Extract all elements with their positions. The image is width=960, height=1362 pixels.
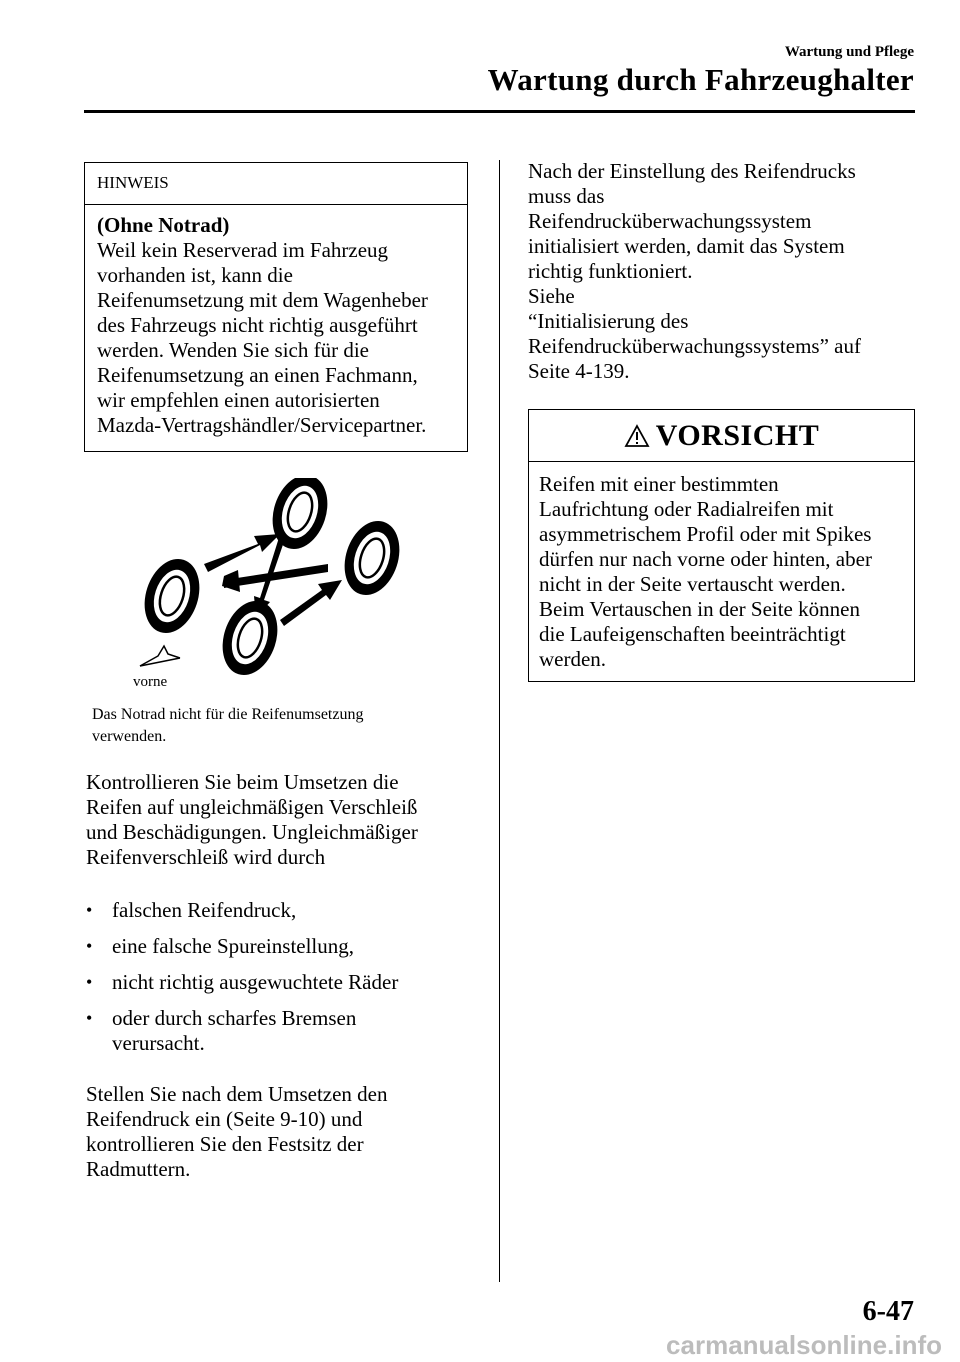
page-title: Wartung durch Fahrzeughalter	[487, 62, 914, 97]
warning-line: die Laufeigenschaften beeinträchtigt	[539, 622, 846, 646]
text-line: kontrollieren Sie den Festsitz der	[86, 1132, 364, 1156]
note-line: werden. Wenden Sie sich für die	[97, 338, 370, 362]
note-line: Reifenumsetzung an einen Fachmann,	[97, 363, 418, 387]
text-line: Reifendrucküberwachungssystem	[528, 209, 812, 233]
warning-title: VORSICHT	[655, 418, 820, 452]
column-divider	[499, 160, 500, 1282]
list-item	[86, 934, 476, 959]
note-line: Reifenumsetzung mit dem Wagenheber	[97, 288, 428, 312]
text-line: Reifendrucküberwachungssystems” auf	[528, 334, 861, 358]
front-direction-icon	[140, 646, 180, 666]
list-item-text: • nicht richtig ausgewuchtete Räder	[112, 970, 399, 994]
warning-line: werden.	[539, 647, 607, 671]
text-line: Kontrollieren Sie beim Umsetzen die	[86, 770, 399, 794]
list-item-text: • oder durch scharfes Bremsen	[112, 1006, 357, 1030]
note-box	[84, 162, 468, 452]
note-line: Mazda-Vertragshändler/Servicepartner.	[97, 413, 427, 437]
text-line: Reifendruck ein (Seite 9-10) und	[86, 1107, 363, 1131]
warning-line: nicht in der Seite vertauscht werden.	[539, 572, 846, 596]
warning-heading	[529, 410, 914, 462]
text-line: Reifen auf ungleichmäßigen Verschleiß	[86, 795, 418, 819]
text-line: Nach der Einstellung des Reifendrucks	[528, 159, 856, 183]
watermark: carmanualsonline.info	[666, 1330, 942, 1360]
list-item-text: • eine falsche Spureinstellung,	[112, 934, 355, 958]
warning-line: Reifen mit einer bestimmten	[539, 472, 779, 496]
tire-rotation-diagram	[132, 478, 422, 678]
text-line: Siehe	[528, 284, 575, 308]
front-label: vorne	[133, 674, 168, 690]
list-item	[86, 970, 476, 995]
note-line: Weil kein Reserverad im Fahrzeug	[97, 238, 389, 262]
text-line: “Initialisierung des	[528, 309, 689, 333]
warning-box	[528, 409, 915, 682]
figure-caption	[92, 704, 452, 748]
note-line: vorhanden ist, kann die	[97, 263, 293, 287]
text-line: initialisiert werden, damit das System	[528, 234, 845, 258]
rotation-arrows	[204, 528, 342, 626]
warning-triangle-icon	[624, 424, 650, 448]
header-rule	[84, 110, 915, 113]
warning-body	[529, 462, 914, 672]
text-line: Stellen Sie nach dem Umsetzen den	[86, 1082, 388, 1106]
list-item-text: • falschen Reifendruck,	[112, 898, 297, 922]
inspection-paragraph	[86, 770, 476, 870]
warning-line: Laufrichtung oder Radialreifen mit	[539, 497, 834, 521]
caption-line: verwenden.	[92, 728, 167, 745]
text-line: Radmuttern.	[86, 1157, 191, 1181]
note-subheading: (Ohne Notrad)	[97, 213, 230, 237]
note-heading: HINWEIS	[85, 163, 467, 205]
caption-line: Das Notrad nicht für die Reifenumsetzung	[92, 706, 364, 723]
text-line: und Beschädigungen. Ungleichmäßiger	[86, 820, 418, 844]
text-line: muss das	[528, 184, 605, 208]
note-body	[85, 205, 467, 438]
list-item	[86, 898, 476, 923]
tpms-paragraph	[528, 159, 918, 384]
pressure-paragraph	[86, 1082, 476, 1182]
note-line: wir empfehlen einen autorisierten	[97, 388, 380, 412]
text-line: Seite 4-139.	[528, 359, 630, 383]
warning-line: asymmetrischem Profil oder mit Spikes	[539, 522, 872, 546]
text-line: Reifenverschleiß wird durch	[86, 845, 326, 869]
page-number: 6-47	[862, 1296, 914, 1327]
list-item-text: verursacht.	[112, 1031, 205, 1055]
text-line: richtig funktioniert.	[528, 259, 693, 283]
list-item	[86, 1006, 476, 1056]
section-label: Wartung und Pflege	[784, 44, 914, 60]
wear-causes-list	[86, 898, 476, 1067]
warning-line: dürfen nur nach vorne oder hinten, aber	[539, 547, 872, 571]
warning-line: Beim Vertauschen in der Seite können	[539, 597, 860, 621]
note-line: des Fahrzeugs nicht richtig ausgeführt	[97, 313, 418, 337]
